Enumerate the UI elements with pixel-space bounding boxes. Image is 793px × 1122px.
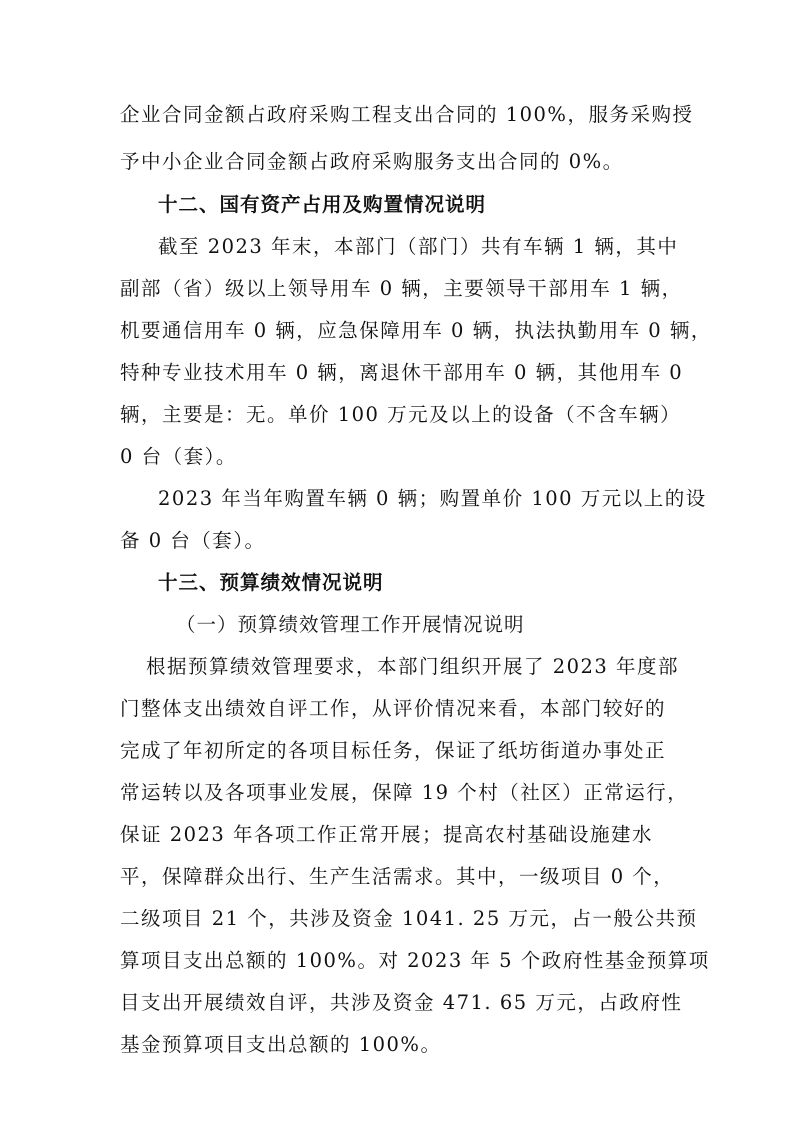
section-13-para-line: 基金预算项目支出总额的 100%。 [120, 1033, 442, 1056]
section-12-para2-line: 2023 年当年购置车辆 0 辆；购置单价 100 万元以上的设 [158, 487, 707, 510]
section-12-para2-line: 备 0 台（套）。 [120, 529, 266, 552]
section-12-para1-line: 副部（省）级以上领导用车 0 辆，主要领导干部用车 1 辆， [120, 277, 683, 300]
section-13-para-line: 根据预算绩效管理要求，本部门组织开展了 2023 年度部 [146, 655, 680, 678]
section-12-para1-line: 辆，主要是：无。单价 100 万元及以上的设备（不含车辆） [120, 403, 682, 426]
section-13-heading: 十三、预算绩效情况说明 [158, 571, 384, 594]
section-12-heading: 十二、国有资产占用及购置情况说明 [158, 193, 487, 216]
intro-line: 企业合同金额占政府采购工程支出合同的 100%，服务采购授 [120, 103, 694, 126]
section-12-para1-line: 0 台（套）。 [120, 445, 237, 468]
section-13-para-line: 二级项目 21 个，共涉及资金 1041. 25 万元，占一般公共预 [120, 907, 698, 930]
section-13-para-line: 目支出开展绩效自评，共涉及资金 471. 65 万元，占政府性 [120, 991, 683, 1014]
section-13-para-line: 平，保障群众出行、生产生活需求。其中，一级项目 0 个， [120, 865, 675, 888]
section-13-para-line: 保证 2023 年各项工作正常开展；提高农村基础设施建水 [120, 823, 654, 846]
section-13-para-line: 完成了年初所定的各项目标任务，保证了纸坊街道办事处正 [120, 739, 667, 762]
section-13-para-line: 常运转以及各项事业发展，保障 19 个村（社区）正常运行， [120, 781, 689, 804]
section-12-para1-line: 特种专业技术用车 0 辆，离退休干部用车 0 辆，其他用车 0 [120, 361, 684, 384]
section-12-para1-line: 机要通信用车 0 辆，应急保障用车 0 辆，执法执勤用车 0 辆， [120, 319, 712, 342]
section-13-subheading: （一）预算绩效管理工作开展情况说明 [176, 613, 525, 636]
section-12-para1-line: 截至 2023 年末，本部门（部门）共有车辆 1 辆，其中 [158, 235, 679, 258]
section-13-para-line: 算项目支出总额的 100%。对 2023 年 5 个政府性基金预算项 [120, 949, 710, 972]
section-13-para-line: 门整体支出绩效自评工作，从评价情况来看，本部门较好的 [120, 697, 667, 720]
intro-line: 予中小企业合同金额占政府采购服务支出合同的 0%。 [120, 150, 624, 173]
